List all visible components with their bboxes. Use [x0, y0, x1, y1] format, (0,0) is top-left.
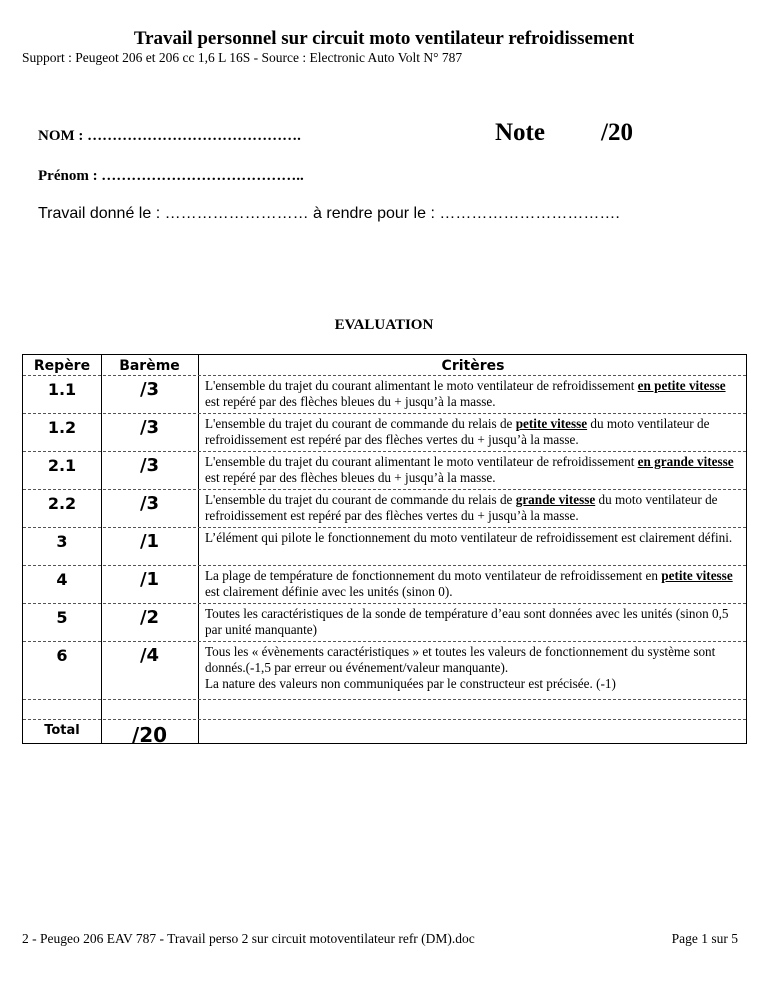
- row-criteres: [205, 568, 743, 600]
- footer-filename: 2 - Peugeo 206 EAV 787 - Travail perso 2 sur circuit motoventilateur refr (DM).doc: [22, 931, 475, 946]
- row-bareme: /2: [139, 607, 160, 628]
- criteria-text: est clairement définie avec les unités (sinon 0).: [205, 584, 453, 599]
- document-support-line: Support : Peugeot 206 et 206 cc 1,6 L 16S - Source : Electronic Auto Volt N° 787: [22, 50, 463, 65]
- row-divider: [23, 527, 746, 528]
- row-repere: 5: [56, 608, 68, 627]
- row-divider: [23, 699, 746, 700]
- row-criteres: [205, 492, 743, 524]
- criteria-text: L'ensemble du trajet du courant de commande du relais de: [205, 416, 516, 431]
- criteria-emphasis: petite vitesse: [515, 416, 588, 431]
- criteria-text: Tous les « évènements caractéristiques » et toutes les valeurs de fonctionnement du système sont donnés.(-1,5 par erreur ou événement/valeur manquante).: [205, 644, 716, 675]
- total-label: Total: [44, 723, 80, 738]
- criteria-text: La plage de température de fonctionnement du moto ventilateur de refroidissement en: [205, 568, 662, 583]
- footer-page-number: Page 1 sur 5: [671, 931, 738, 946]
- criteria-text: L'ensemble du trajet du courant alimentant le moto ventilateur de refroidissement: [205, 378, 638, 393]
- criteria-text: Toutes les caractéristiques de la sonde de température d’eau sont données avec les unités (sinon 0,5 par unité manquante): [205, 606, 729, 637]
- nom-field: NOM : …………………………………….: [38, 128, 301, 144]
- row-divider: [23, 565, 746, 566]
- row-bareme: /3: [139, 455, 160, 476]
- row-criteres: [205, 378, 743, 410]
- header-bareme: Barème: [119, 358, 180, 374]
- row-criteres: [205, 416, 743, 448]
- criteria-text: est repéré par des flèches bleues du + jusqu’à la masse.: [205, 470, 496, 485]
- row-bareme: /4: [139, 645, 160, 666]
- row-divider: [23, 375, 746, 376]
- criteria-text: du moto ventilateur de refroidissement est repéré par des flèches vertes du + jusqu’à la masse.: [205, 416, 710, 447]
- row-divider: [23, 489, 746, 490]
- row-repere: 6: [56, 646, 68, 665]
- row-repere: 2.1: [47, 456, 77, 475]
- criteria-text: L'ensemble du trajet du courant de commande du relais de: [205, 492, 516, 507]
- document-title: Travail personnel sur circuit moto ventilateur refroidissement: [133, 28, 635, 49]
- row-divider: [23, 641, 746, 642]
- row-bareme: /1: [139, 569, 160, 590]
- row-divider: [23, 451, 746, 452]
- header-criteres: Critères: [441, 358, 505, 374]
- row-bareme: /3: [139, 417, 160, 438]
- row-criteres: [205, 606, 743, 638]
- note-label: Note: [495, 119, 545, 146]
- criteria-text: La nature des valeurs non communiquées par le constructeur est précisée. (-1): [205, 676, 616, 691]
- criteria-text: du moto ventilateur de refroidissement est repéré par des flèches vertes du + jusqu’à la masse.: [205, 492, 718, 523]
- row-criteres: [205, 454, 743, 486]
- criteria-emphasis: petite vitesse: [661, 568, 733, 583]
- row-divider: [23, 603, 746, 604]
- row-divider: [23, 719, 746, 720]
- row-criteres: [205, 530, 743, 546]
- total-value: /20: [131, 723, 168, 747]
- row-bareme: /3: [139, 379, 160, 400]
- travail-dates-line: Travail donné le : ……………………… à rendre pour le : …………………………….: [38, 205, 620, 222]
- criteria-text: L’élément qui pilote le fonctionnement du moto ventilateur de refroidissement est clairement défini.: [205, 530, 733, 545]
- row-bareme: /1: [139, 531, 160, 552]
- note-value: /20: [601, 119, 633, 146]
- criteria-emphasis: en petite vitesse: [637, 378, 726, 393]
- criteria-text: est repéré par des flèches bleues du + jusqu’à la masse.: [205, 394, 496, 409]
- row-repere: 1.1: [47, 380, 77, 399]
- row-criteres: [205, 644, 743, 692]
- criteria-text: L'ensemble du trajet du courant alimentant le moto ventilateur de refroidissement: [205, 454, 638, 469]
- row-repere: 4: [56, 570, 68, 589]
- header-repere: Repère: [33, 358, 91, 374]
- evaluation-title: EVALUATION: [334, 317, 434, 333]
- prenom-field: Prénom : …………………………………..: [38, 168, 304, 184]
- row-repere: 1.2: [47, 418, 77, 437]
- row-repere: 3: [56, 532, 68, 551]
- row-bareme: /3: [139, 493, 160, 514]
- criteria-emphasis: grande vitesse: [515, 492, 596, 507]
- criteria-emphasis: en grande vitesse: [637, 454, 734, 469]
- row-divider: [23, 413, 746, 414]
- evaluation-table: [22, 354, 747, 747]
- row-repere: 2.2: [47, 494, 77, 513]
